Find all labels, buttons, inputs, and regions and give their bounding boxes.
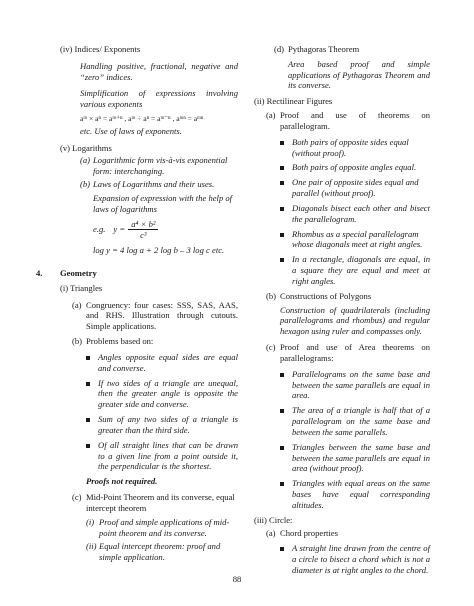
indices-paragraph-2: Simplification of expressions involving various exponents [80, 88, 238, 110]
logarithms-item-b [80, 179, 238, 190]
list-item [280, 177, 430, 199]
example-fraction [128, 219, 158, 242]
triangles-item-c-ii [86, 541, 238, 563]
list-item [280, 369, 430, 401]
list-item [280, 203, 430, 225]
bullet-icon [280, 254, 292, 265]
item-label: (i) [86, 516, 95, 527]
bullet-icon [86, 414, 98, 425]
list-item-text: If two sides of a triangle are unequal, then the greater angle is opposite the greater side and converse. [98, 377, 238, 410]
list-item [280, 405, 430, 437]
bullet-icon [280, 137, 292, 148]
item-text: Logarithmic form vis-à-vis exponential form: interchanging. [93, 155, 228, 177]
item-text: Pythagoras Theorem [288, 44, 360, 54]
item-label: (a) [266, 110, 276, 121]
list-item-text: Sum of any two sides of a triangle is greater than the third side. [98, 414, 238, 435]
triangles-item-b [72, 336, 238, 347]
list-item-text: Both pairs of opposite angles equal. [292, 162, 417, 173]
fraction-numerator: a⁴ × b² [128, 219, 158, 231]
item-label: (c) [266, 342, 276, 353]
log-expansion-text: Expansion of expression with the help of laws of logarithms [93, 192, 233, 214]
list-item [280, 254, 430, 286]
bullet-icon [280, 369, 292, 380]
item-text: Constructions of Polygons [280, 290, 372, 301]
triangle-bullet-list [72, 352, 238, 472]
triangles-item-c-i [86, 517, 238, 539]
list-item-text: In a rectangle, diagonals are equal, in a square they are equal and meet at right angles. [292, 254, 430, 286]
bullet-icon [280, 177, 292, 188]
bullet-icon [280, 162, 292, 173]
log-example-equation [93, 219, 238, 242]
list-item-text: Of all straight lines that can be drawn to a given line from a point outside it, the perpendicular is the shortest. [98, 439, 238, 472]
list-item [280, 543, 430, 575]
logarithms-item-a [80, 155, 238, 177]
item-label: (b) [80, 179, 91, 190]
left-column [36, 44, 238, 563]
log-example-expansion: log y = 4 log a + 2 log b – 3 log c etc. [93, 245, 225, 256]
fraction-denominator: c³ [140, 230, 147, 241]
list-item [86, 352, 238, 374]
item-label: (a) [72, 299, 82, 310]
list-item [280, 137, 430, 159]
list-item [280, 442, 430, 474]
logarithms-heading: (v) Logarithms [60, 142, 112, 153]
item-text: Proof and use of Area theorems on parallelograms: [280, 342, 430, 363]
page-number: 88 [232, 574, 242, 584]
bullet-icon [86, 352, 98, 363]
item-text: Equal intercept theorem: proof and simple application. [99, 541, 221, 563]
rectilinear-item-b [266, 291, 430, 302]
item-text: Chord properties [280, 528, 338, 539]
list-item [86, 414, 238, 436]
indices-formula: aᵐ × aⁿ = aᵐ⁺ⁿ , aᵐ ÷ aⁿ = aᵐ⁻ⁿ , aᵐⁿ = aᵐⁿ [80, 114, 204, 124]
bullet-icon [280, 442, 292, 453]
item-text: Congruency: four cases: SSS, SAS, AAS, and RHS. Illustration through cutouts. Simple applications. [86, 299, 238, 332]
list-item [86, 440, 238, 472]
item-label: (b) [266, 290, 277, 301]
list-item-text: Both pairs of opposite sides equal (without proof). [292, 136, 409, 158]
rectilinear-item-c [266, 342, 430, 364]
area-theorems-bullet-list [266, 369, 430, 511]
list-item-text: A straight line drawn from the centre of a circle to bisect a chord which is not a diameter is at right angles to the chord. [292, 543, 430, 575]
example-lhs: y = [113, 224, 126, 235]
bullet-icon [280, 478, 292, 489]
list-item [86, 378, 238, 410]
list-item-text: Triangles between the same base and between the same parallels are equal in area (without proof). [292, 441, 430, 474]
circle-heading: (iii) Circle: [254, 514, 293, 525]
list-item [280, 478, 430, 510]
list-item [280, 162, 430, 173]
bullet-icon [86, 440, 98, 451]
proofs-note: Proofs not required. [86, 476, 158, 487]
item-label: (ii) [86, 541, 97, 552]
item-text: Proof and simple applications of mid-point theorem and its converse. [99, 516, 230, 538]
pythagoras-description: Area based proof and simple applications of Pythagoras Theorem and its converse. [288, 58, 430, 91]
bullet-icon [86, 378, 98, 389]
indices-paragraph-3: etc. Use of laws of exponents. [80, 125, 182, 136]
item-label: (b) [72, 336, 83, 347]
right-column [254, 44, 430, 580]
item-label: (a) [80, 155, 91, 166]
circle-item-a [266, 528, 430, 539]
indices-heading: (iv) Indices/ Exponents [60, 44, 141, 54]
list-item-text: Triangles with equal areas on the same bases have equal corresponding altitudes. [292, 478, 430, 510]
bullet-icon [280, 405, 292, 416]
triangles-item-a [72, 300, 238, 332]
constructions-description: Construction of quadrilaterals (including parallelograms and rhombus) and regular hexagon using ruler and compasses only. [280, 304, 430, 337]
triangles-heading: (i) Triangles [60, 282, 103, 293]
list-item-text: Parallelograms on the same base and between the same parallels are equal in area. [292, 368, 430, 401]
rectilinear-item-a [266, 110, 430, 132]
triangles-item-c [72, 492, 238, 514]
chord-bullet-list [266, 543, 430, 575]
list-item-text: The area of a triangle is half that of a parallelogram on the same base and between the same parallels. [292, 405, 430, 437]
list-item-text: One pair of opposite sides equal and parallel (without proof). [292, 177, 419, 199]
section-number: 4. [36, 267, 43, 278]
section-title: Geometry [60, 267, 97, 278]
item-label: (c) [72, 492, 82, 503]
rectilinear-heading: (ii) Rectilinear Figures [254, 96, 333, 107]
pythagoras-item-d [274, 44, 430, 55]
bullet-icon [280, 229, 292, 240]
indices-paragraph-1: Handling positive, fractional, negative and “zero” indices. [80, 60, 238, 82]
parallelogram-bullet-list [266, 137, 430, 287]
item-text: Problems based on: [86, 336, 154, 347]
item-text: Laws of Logarithms and their uses. [93, 179, 215, 190]
list-item-text: Angles opposite equal sides are equal and converse. [98, 351, 238, 373]
item-label: (a) [266, 528, 276, 539]
item-text: Mid-Point Theorem and its converse, equal intercept theorem [86, 492, 235, 513]
bullet-icon [280, 203, 292, 214]
example-prefix: e.g. [93, 224, 106, 235]
item-label: (d) [274, 44, 285, 54]
list-item [280, 229, 430, 251]
list-item-text: Diagonals bisect each other and bisect the parallelogram. [292, 202, 430, 224]
list-item-text: Rhombus as a special parallelogram whose diagonals meet at right angles. [292, 228, 423, 250]
bullet-icon [280, 543, 292, 554]
geometry-heading [36, 268, 238, 279]
item-text: Proof and use of theorems on parallelogram. [280, 110, 430, 131]
